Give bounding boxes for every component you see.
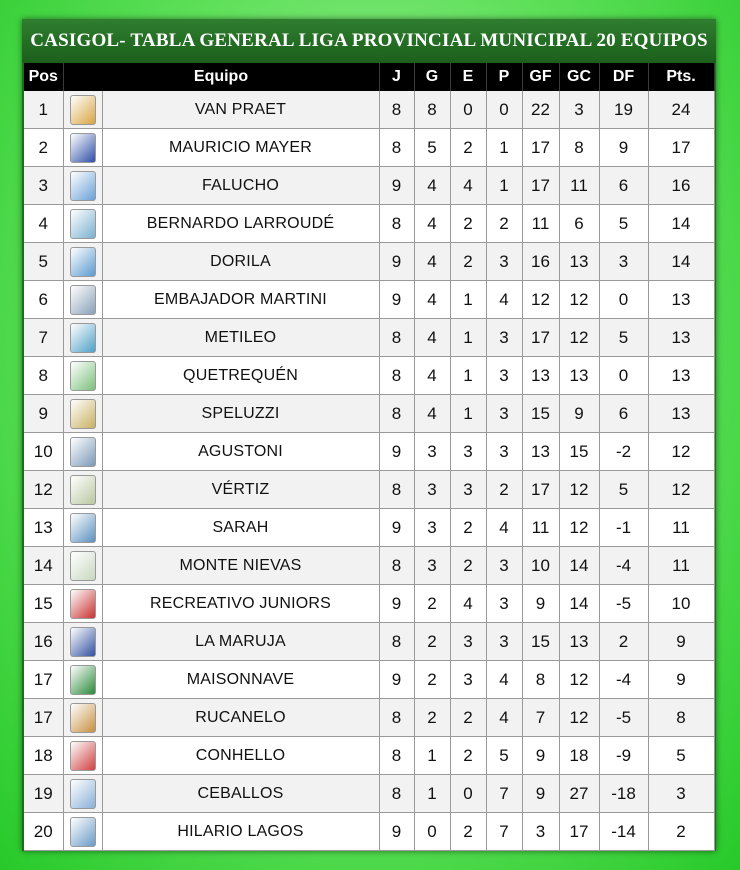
cell-gf: 13 bbox=[522, 433, 559, 471]
cell-p: 3 bbox=[486, 623, 522, 661]
cell-pos: 1 bbox=[24, 91, 63, 129]
cell-g: 3 bbox=[414, 471, 450, 509]
hilario-lagos-crest-icon bbox=[70, 817, 96, 847]
cell-df: -14 bbox=[599, 813, 648, 851]
cell-df: -18 bbox=[599, 775, 648, 813]
cell-j: 8 bbox=[379, 471, 414, 509]
cell-pts: 13 bbox=[648, 319, 714, 357]
ceballos-crest-icon bbox=[70, 779, 96, 809]
cell-team: EMBAJADOR MARTINI bbox=[102, 281, 379, 319]
cell-pos: 20 bbox=[24, 813, 63, 851]
cell-p: 3 bbox=[486, 547, 522, 585]
cell-pts: 3 bbox=[648, 775, 714, 813]
cell-p: 7 bbox=[486, 813, 522, 851]
col-header-team: Equipo bbox=[63, 63, 379, 91]
cell-gf: 17 bbox=[522, 319, 559, 357]
cell-pts: 12 bbox=[648, 471, 714, 509]
table-row bbox=[24, 775, 714, 813]
cell-g: 4 bbox=[414, 281, 450, 319]
cell-team: BERNARDO LARROUDÉ bbox=[102, 205, 379, 243]
speluzzi-crest-icon bbox=[70, 399, 96, 429]
team-logo-cell bbox=[63, 205, 102, 243]
cell-gf: 3 bbox=[522, 813, 559, 851]
cell-pts: 12 bbox=[648, 433, 714, 471]
cell-team: FALUCHO bbox=[102, 167, 379, 205]
cell-e: 4 bbox=[450, 167, 486, 205]
cell-df: 19 bbox=[599, 91, 648, 129]
cell-gf: 15 bbox=[522, 623, 559, 661]
cell-df: 6 bbox=[599, 167, 648, 205]
team-logo-cell bbox=[63, 775, 102, 813]
cell-j: 8 bbox=[379, 775, 414, 813]
cell-team: VÉRTIZ bbox=[102, 471, 379, 509]
cell-p: 4 bbox=[486, 509, 522, 547]
cell-gc: 12 bbox=[559, 319, 599, 357]
cell-pos: 8 bbox=[24, 357, 63, 395]
metileo-crest-icon bbox=[70, 323, 96, 353]
cell-gc: 13 bbox=[559, 243, 599, 281]
cell-e: 3 bbox=[450, 623, 486, 661]
team-logo-cell bbox=[63, 129, 102, 167]
cell-df: -5 bbox=[599, 699, 648, 737]
cell-gc: 17 bbox=[559, 813, 599, 851]
team-logo-cell bbox=[63, 433, 102, 471]
cell-gc: 6 bbox=[559, 205, 599, 243]
cell-pos: 12 bbox=[24, 471, 63, 509]
cell-p: 3 bbox=[486, 433, 522, 471]
table-row bbox=[24, 471, 714, 509]
table-row bbox=[24, 129, 714, 167]
cell-gc: 14 bbox=[559, 585, 599, 623]
team-logo-cell bbox=[63, 547, 102, 585]
cell-team: DORILA bbox=[102, 243, 379, 281]
cell-gc: 8 bbox=[559, 129, 599, 167]
cell-pts: 14 bbox=[648, 243, 714, 281]
cell-gf: 22 bbox=[522, 91, 559, 129]
cell-g: 8 bbox=[414, 91, 450, 129]
col-header-pts: Pts. bbox=[648, 63, 714, 91]
cell-pos: 17 bbox=[24, 661, 63, 699]
cell-g: 2 bbox=[414, 623, 450, 661]
cell-g: 2 bbox=[414, 661, 450, 699]
cell-pos: 9 bbox=[24, 395, 63, 433]
table-row bbox=[24, 205, 714, 243]
col-header-gf: GF bbox=[522, 63, 559, 91]
cell-pos: 7 bbox=[24, 319, 63, 357]
cell-pts: 13 bbox=[648, 281, 714, 319]
team-logo-cell bbox=[63, 319, 102, 357]
cell-gf: 17 bbox=[522, 471, 559, 509]
cell-gc: 12 bbox=[559, 471, 599, 509]
cell-team: SPELUZZI bbox=[102, 395, 379, 433]
cell-gf: 11 bbox=[522, 205, 559, 243]
cell-gc: 18 bbox=[559, 737, 599, 775]
cell-g: 0 bbox=[414, 813, 450, 851]
cell-j: 8 bbox=[379, 395, 414, 433]
cell-gc: 13 bbox=[559, 357, 599, 395]
cell-j: 9 bbox=[379, 509, 414, 547]
cell-gf: 8 bbox=[522, 661, 559, 699]
table-row bbox=[24, 167, 714, 205]
cell-df: -1 bbox=[599, 509, 648, 547]
cell-j: 9 bbox=[379, 813, 414, 851]
cell-g: 4 bbox=[414, 243, 450, 281]
team-logo-cell bbox=[63, 243, 102, 281]
cell-e: 0 bbox=[450, 775, 486, 813]
table-row bbox=[24, 737, 714, 775]
cell-df: 5 bbox=[599, 471, 648, 509]
table-row bbox=[24, 623, 714, 661]
cell-pos: 3 bbox=[24, 167, 63, 205]
cell-pos: 13 bbox=[24, 509, 63, 547]
cell-e: 3 bbox=[450, 661, 486, 699]
cell-p: 2 bbox=[486, 205, 522, 243]
cell-gc: 12 bbox=[559, 699, 599, 737]
cell-p: 5 bbox=[486, 737, 522, 775]
table-row bbox=[24, 699, 714, 737]
cell-pos: 18 bbox=[24, 737, 63, 775]
rucanelo-crest-icon bbox=[70, 703, 96, 733]
cell-j: 8 bbox=[379, 737, 414, 775]
cell-j: 8 bbox=[379, 623, 414, 661]
cell-g: 4 bbox=[414, 167, 450, 205]
cell-g: 3 bbox=[414, 547, 450, 585]
cell-df: -9 bbox=[599, 737, 648, 775]
table-row bbox=[24, 357, 714, 395]
cell-gf: 11 bbox=[522, 509, 559, 547]
cell-e: 1 bbox=[450, 357, 486, 395]
cell-j: 8 bbox=[379, 129, 414, 167]
cell-g: 2 bbox=[414, 699, 450, 737]
table-row bbox=[24, 243, 714, 281]
team-logo-cell bbox=[63, 509, 102, 547]
mauricio-mayer-crest-icon bbox=[70, 133, 96, 163]
cell-gf: 12 bbox=[522, 281, 559, 319]
standings-panel bbox=[22, 19, 716, 851]
cell-g: 2 bbox=[414, 585, 450, 623]
team-logo-cell bbox=[63, 661, 102, 699]
table-row bbox=[24, 585, 714, 623]
cell-j: 8 bbox=[379, 357, 414, 395]
cell-p: 3 bbox=[486, 585, 522, 623]
cell-pts: 11 bbox=[648, 509, 714, 547]
cell-e: 3 bbox=[450, 433, 486, 471]
cell-p: 0 bbox=[486, 91, 522, 129]
cell-gf: 13 bbox=[522, 357, 559, 395]
cell-gc: 11 bbox=[559, 167, 599, 205]
cell-e: 2 bbox=[450, 737, 486, 775]
cell-j: 9 bbox=[379, 281, 414, 319]
quetrequen-crest-icon bbox=[70, 361, 96, 391]
vertiz-crest-icon bbox=[70, 475, 96, 505]
cell-gf: 17 bbox=[522, 129, 559, 167]
cell-df: 6 bbox=[599, 395, 648, 433]
cell-team: AGUSTONI bbox=[102, 433, 379, 471]
cell-j: 9 bbox=[379, 243, 414, 281]
recreativo-juniors-crest-icon bbox=[70, 589, 96, 619]
team-logo-cell bbox=[63, 585, 102, 623]
cell-g: 4 bbox=[414, 395, 450, 433]
embajador-martini-crest-icon bbox=[70, 285, 96, 315]
standings-table bbox=[24, 63, 715, 851]
cell-p: 7 bbox=[486, 775, 522, 813]
cell-pos: 4 bbox=[24, 205, 63, 243]
cell-e: 0 bbox=[450, 91, 486, 129]
cell-gf: 7 bbox=[522, 699, 559, 737]
falucho-crest-icon bbox=[70, 171, 96, 201]
conhello-crest-icon bbox=[70, 741, 96, 771]
cell-p: 2 bbox=[486, 471, 522, 509]
cell-pos: 10 bbox=[24, 433, 63, 471]
cell-df: -4 bbox=[599, 547, 648, 585]
team-logo-cell bbox=[63, 281, 102, 319]
cell-j: 8 bbox=[379, 319, 414, 357]
cell-e: 1 bbox=[450, 319, 486, 357]
van-praet-crest-icon bbox=[70, 95, 96, 125]
cell-df: -5 bbox=[599, 585, 648, 623]
cell-gf: 9 bbox=[522, 737, 559, 775]
cell-g: 3 bbox=[414, 509, 450, 547]
cell-pts: 5 bbox=[648, 737, 714, 775]
cell-g: 3 bbox=[414, 433, 450, 471]
cell-p: 4 bbox=[486, 699, 522, 737]
col-header-gc: GC bbox=[559, 63, 599, 91]
table-row bbox=[24, 319, 714, 357]
cell-p: 3 bbox=[486, 395, 522, 433]
cell-gf: 10 bbox=[522, 547, 559, 585]
cell-pts: 13 bbox=[648, 395, 714, 433]
cell-team: LA MARUJA bbox=[102, 623, 379, 661]
team-logo-cell bbox=[63, 737, 102, 775]
cell-e: 4 bbox=[450, 585, 486, 623]
cell-gc: 27 bbox=[559, 775, 599, 813]
cell-pos: 5 bbox=[24, 243, 63, 281]
cell-df: 9 bbox=[599, 129, 648, 167]
cell-gc: 9 bbox=[559, 395, 599, 433]
cell-p: 1 bbox=[486, 129, 522, 167]
cell-p: 3 bbox=[486, 243, 522, 281]
col-header-j: J bbox=[379, 63, 414, 91]
col-header-g: G bbox=[414, 63, 450, 91]
cell-j: 9 bbox=[379, 433, 414, 471]
cell-pts: 9 bbox=[648, 623, 714, 661]
cell-pts: 10 bbox=[648, 585, 714, 623]
dorila-crest-icon bbox=[70, 247, 96, 277]
cell-e: 2 bbox=[450, 243, 486, 281]
cell-g: 1 bbox=[414, 737, 450, 775]
cell-pos: 16 bbox=[24, 623, 63, 661]
cell-e: 2 bbox=[450, 699, 486, 737]
cell-e: 1 bbox=[450, 281, 486, 319]
cell-team: VAN PRAET bbox=[102, 91, 379, 129]
cell-team: RECREATIVO JUNIORS bbox=[102, 585, 379, 623]
sarah-crest-icon bbox=[70, 513, 96, 543]
cell-e: 2 bbox=[450, 129, 486, 167]
cell-gc: 12 bbox=[559, 509, 599, 547]
cell-p: 4 bbox=[486, 661, 522, 699]
cell-j: 8 bbox=[379, 205, 414, 243]
maisonnave-crest-icon bbox=[70, 665, 96, 695]
cell-p: 1 bbox=[486, 167, 522, 205]
table-row bbox=[24, 395, 714, 433]
cell-g: 4 bbox=[414, 205, 450, 243]
cell-pos: 6 bbox=[24, 281, 63, 319]
table-row bbox=[24, 661, 714, 699]
cell-pos: 17 bbox=[24, 699, 63, 737]
table-row bbox=[24, 91, 714, 129]
cell-e: 2 bbox=[450, 509, 486, 547]
cell-df: -4 bbox=[599, 661, 648, 699]
team-logo-cell bbox=[63, 813, 102, 851]
agustoni-crest-icon bbox=[70, 437, 96, 467]
cell-team: MAISONNAVE bbox=[102, 661, 379, 699]
cell-g: 1 bbox=[414, 775, 450, 813]
table-row bbox=[24, 281, 714, 319]
cell-gc: 12 bbox=[559, 661, 599, 699]
cell-df: 0 bbox=[599, 357, 648, 395]
cell-team: CONHELLO bbox=[102, 737, 379, 775]
cell-pts: 13 bbox=[648, 357, 714, 395]
cell-df: 5 bbox=[599, 205, 648, 243]
cell-g: 4 bbox=[414, 319, 450, 357]
cell-team: METILEO bbox=[102, 319, 379, 357]
team-logo-cell bbox=[63, 699, 102, 737]
cell-gf: 15 bbox=[522, 395, 559, 433]
page-title: CASIGOL- TABLA GENERAL LIGA PROVINCIAL MUNICIPAL 20 EQUIPOS bbox=[22, 19, 716, 63]
cell-df: 2 bbox=[599, 623, 648, 661]
cell-e: 2 bbox=[450, 547, 486, 585]
cell-pts: 16 bbox=[648, 167, 714, 205]
cell-pts: 9 bbox=[648, 661, 714, 699]
cell-pts: 17 bbox=[648, 129, 714, 167]
cell-team: QUETREQUÉN bbox=[102, 357, 379, 395]
team-logo-cell bbox=[63, 91, 102, 129]
cell-p: 3 bbox=[486, 319, 522, 357]
col-header-pos: Pos bbox=[24, 63, 63, 91]
cell-team: MAURICIO MAYER bbox=[102, 129, 379, 167]
cell-gc: 14 bbox=[559, 547, 599, 585]
cell-e: 2 bbox=[450, 205, 486, 243]
cell-e: 1 bbox=[450, 395, 486, 433]
cell-j: 9 bbox=[379, 661, 414, 699]
cell-team: CEBALLOS bbox=[102, 775, 379, 813]
cell-gc: 12 bbox=[559, 281, 599, 319]
cell-team: SARAH bbox=[102, 509, 379, 547]
col-header-df: DF bbox=[599, 63, 648, 91]
cell-pos: 2 bbox=[24, 129, 63, 167]
team-logo-cell bbox=[63, 471, 102, 509]
cell-gc: 15 bbox=[559, 433, 599, 471]
team-logo-cell bbox=[63, 357, 102, 395]
col-header-e: E bbox=[450, 63, 486, 91]
cell-team: RUCANELO bbox=[102, 699, 379, 737]
cell-gf: 9 bbox=[522, 585, 559, 623]
cell-j: 8 bbox=[379, 699, 414, 737]
cell-pos: 19 bbox=[24, 775, 63, 813]
team-logo-cell bbox=[63, 395, 102, 433]
table-row bbox=[24, 509, 714, 547]
cell-p: 3 bbox=[486, 357, 522, 395]
cell-df: -2 bbox=[599, 433, 648, 471]
cell-e: 2 bbox=[450, 813, 486, 851]
cell-pts: 2 bbox=[648, 813, 714, 851]
cell-pts: 14 bbox=[648, 205, 714, 243]
la-maruja-crest-icon bbox=[70, 627, 96, 657]
team-logo-cell bbox=[63, 167, 102, 205]
cell-gc: 13 bbox=[559, 623, 599, 661]
cell-g: 5 bbox=[414, 129, 450, 167]
cell-pts: 24 bbox=[648, 91, 714, 129]
cell-gf: 9 bbox=[522, 775, 559, 813]
cell-p: 4 bbox=[486, 281, 522, 319]
table-row bbox=[24, 547, 714, 585]
col-header-p: P bbox=[486, 63, 522, 91]
cell-e: 3 bbox=[450, 471, 486, 509]
table-row bbox=[24, 433, 714, 471]
table-row bbox=[24, 813, 714, 851]
cell-g: 4 bbox=[414, 357, 450, 395]
bernardo-larroude-crest-icon bbox=[70, 209, 96, 239]
cell-pos: 15 bbox=[24, 585, 63, 623]
cell-pos: 14 bbox=[24, 547, 63, 585]
cell-team: MONTE NIEVAS bbox=[102, 547, 379, 585]
cell-pts: 11 bbox=[648, 547, 714, 585]
table-header-row bbox=[24, 63, 714, 91]
cell-pts: 8 bbox=[648, 699, 714, 737]
cell-df: 3 bbox=[599, 243, 648, 281]
cell-df: 5 bbox=[599, 319, 648, 357]
cell-gf: 16 bbox=[522, 243, 559, 281]
cell-gf: 17 bbox=[522, 167, 559, 205]
cell-team: HILARIO LAGOS bbox=[102, 813, 379, 851]
team-logo-cell bbox=[63, 623, 102, 661]
cell-gc: 3 bbox=[559, 91, 599, 129]
cell-j: 9 bbox=[379, 585, 414, 623]
cell-j: 9 bbox=[379, 167, 414, 205]
cell-j: 8 bbox=[379, 547, 414, 585]
cell-j: 8 bbox=[379, 91, 414, 129]
cell-df: 0 bbox=[599, 281, 648, 319]
monte-nievas-crest-icon bbox=[70, 551, 96, 581]
